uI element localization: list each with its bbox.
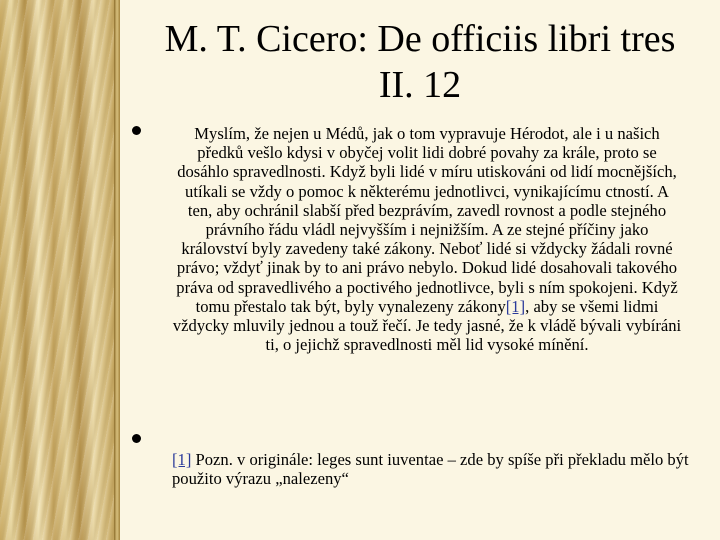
title-line-1: M. T. Cicero: De officiis libri tres	[164, 18, 676, 60]
footnote-anchor-link[interactable]: [1]	[172, 450, 192, 469]
bullet-marker-2	[132, 434, 141, 443]
paragraph-text-part-2: , aby se všemi lidmi vždycky mluvily jednou a touž řečí. Je tedy jasné, že k vládě bývali vybíráni ti, o jejichž spravedlnosti měl lid vysoké mínění.	[172, 296, 682, 355]
title-line-2: II. 12	[378, 64, 462, 106]
paragraph-text-part-1: Myslím, že nejen u Médů, jak o tom vypravuje Hérodot, ale i u našich předků vešlo kdysi v obyčej volit lidi dobré povahy za krále, proto se dosáhlo spravedlnosti. Když byli lidé v míru utiskováni od lidí mocnějších, utíkali se vždy o pomoc k některému jednotlivci, vynikajícímu ctností. A ten, aby ochránil slabší před bezprávím, zavedl rovnost a podle stejného právního řádu vládl nejvyšším i nejnižším. A ze stejné příčiny jako království byly zavedeny také zákony. Neboť lidé si vždycky žádali rovné právo; vždyť jinak by to ani právo nebylo. Dokud lidé dosahovali takového práva od spravedlivého a poctivého jednotlivce, byli s ním spokojeni. Když tomu přestalo tak být, byly vynalezeny zákony	[176, 124, 678, 316]
slide-content	[120, 0, 720, 540]
decorative-gold-border	[0, 0, 114, 540]
footnote-reference-link[interactable]: [1]	[505, 296, 526, 316]
main-paragraph	[172, 124, 682, 354]
footnote-text: Pozn. v originále: leges sunt iuventae – zde by spíše při překladu mělo být použito výrazu „nalezeny“	[172, 450, 689, 489]
footnote	[172, 450, 692, 488]
bullet-marker-1	[132, 126, 141, 135]
slide-title	[120, 16, 720, 108]
